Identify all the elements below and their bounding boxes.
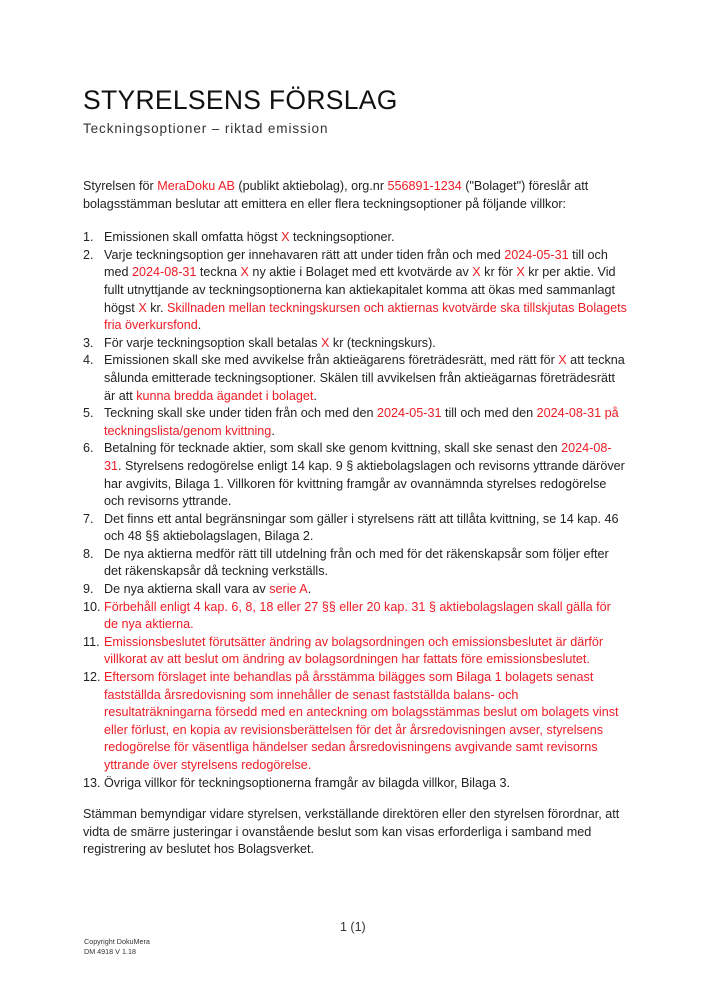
condition-item (83, 775, 628, 793)
page-title: STYRELSENS FÖRSLAG (83, 85, 398, 115)
company-name: MeraDoku AB (157, 179, 235, 193)
document-body (83, 178, 628, 859)
footer-copyright: Copyright DokuMera (84, 937, 150, 946)
highlighted-text: Skillnaden mellan teckningskursen och aktiernas kvotvärde ska tillskjutas Bolagets fria överkursfond (104, 300, 627, 333)
condition-number: 2. (83, 247, 94, 262)
condition-number: 4. (83, 353, 94, 368)
condition-item (83, 335, 628, 353)
condition-text: ny aktie i Bolaget med ett kvotvärde av (248, 265, 473, 280)
condition-item (83, 440, 628, 510)
condition-text: De nya aktierna medför rätt till utdelning från och med för det räkenskapsår som följer efter det räkenskapsår då teckning verkställs. (104, 546, 609, 579)
footer (84, 937, 150, 957)
intro-paragraph (83, 178, 628, 213)
highlighted-text: 2024-08-31 (132, 265, 197, 280)
condition-number: 1. (83, 230, 94, 245)
page-number: 1 (1) (340, 920, 366, 934)
highlighted-text: 2024-05-31 (377, 406, 442, 421)
intro-text: ("Bolaget") föreslår att bolagsstämman beslutar att emittera en eller flera teckningsoptioner på följande villkor: (83, 179, 589, 211)
condition-item (83, 599, 628, 634)
intro-text: (publikt aktiebolag), org.nr (234, 179, 388, 193)
highlighted-text: X (516, 265, 525, 280)
condition-text: Teckning skall ske under tiden från och med den (104, 406, 378, 421)
condition-number: 9. (83, 582, 94, 597)
condition-text: . (313, 388, 317, 403)
condition-item (83, 511, 628, 546)
condition-number: 10. (83, 599, 101, 614)
highlighted-text: Förbehåll enligt 4 kap. 6, 8, 18 eller 27 §§ eller 20 kap. 31 § aktiebolagslagen skall gälla för de nya aktierna. (104, 599, 611, 632)
condition-text: Det finns ett antal begränsningar som gäller i styrelsens rätt att tillåta kvittning, se 14 kap. 46 och 48 §§ aktiebolagslagen, Bilaga 2. (104, 511, 619, 544)
condition-item (83, 546, 628, 581)
highlighted-text: Emissionsbeslutet förutsätter ändring av bolagsordningen och emissionsbeslutet är därför villkorat av att beslut om ändring av bolagsordningen har fattats före emissionsbeslutet. (104, 634, 604, 667)
condition-text: . Styrelsens redogörelse enligt 14 kap. 9 § aktiebolagslagen och revisorns yttrande däröver har avgivits, Bilaga 1. Villkoren för kvittning framgår av ovannämnda styrelses redogörelse och revisorns yttrande. (104, 458, 625, 509)
condition-text: kr per aktie. Vid fullt utnyttjande av teckningsoptionerna kan aktiekapitalet komma att ökas med sammanlagt högst (104, 265, 616, 315)
highlighted-text: X (558, 353, 567, 368)
highlighted-text: X (321, 335, 330, 350)
highlighted-text: X (281, 230, 290, 245)
condition-text: teckningsoptioner. (289, 230, 395, 245)
condition-item (83, 634, 628, 669)
condition-text: Betalning för tecknade aktier, som skall ske genom kvittning, skall ske senast den (104, 441, 562, 456)
intro-text: Styrelsen för (83, 179, 158, 193)
condition-text: till och med (104, 247, 608, 280)
condition-text: . (271, 423, 275, 438)
condition-number: 13. (83, 775, 101, 790)
highlighted-text: X (472, 265, 481, 280)
highlighted-text: 2024-08-31 (104, 441, 612, 473)
highlighted-text: X (240, 265, 249, 280)
footer-doc-id: DM 4918 V 1.18 (84, 947, 136, 956)
condition-text: För varje teckningsoption skall betalas (104, 335, 322, 350)
condition-text: Varje teckningsoption ger innehavaren rätt att under tiden från och med (104, 247, 505, 262)
condition-item (83, 229, 628, 247)
condition-number: 12. (83, 670, 101, 685)
condition-item (83, 669, 628, 775)
condition-text: De nya aktierna skall vara av (104, 582, 270, 597)
conditions-list (83, 229, 628, 792)
highlighted-text: kunna bredda ägandet i bolaget (136, 388, 314, 403)
page-subtitle: Teckningsoptioner – riktad emission (83, 121, 329, 136)
condition-text: . (307, 582, 312, 597)
highlighted-text: 2024-05-31 (504, 247, 569, 262)
condition-text: Emissionen skall ske med avvikelse från aktieägarens företrädesrätt, med rätt för (104, 353, 559, 368)
condition-text: till och med den (441, 406, 537, 421)
condition-number: 5. (83, 406, 94, 421)
condition-text: kr. (146, 300, 168, 315)
condition-text: Emissionen skall omfatta högst (104, 230, 282, 245)
condition-item (83, 581, 628, 599)
condition-text: kr (teckningskurs). (329, 335, 436, 350)
condition-item (83, 247, 628, 335)
closing-paragraph: Stämman bemyndigar vidare styrelsen, verkställande direktören eller den styrelsen förordnar, att vidta de smärre justeringar i ovanstående beslut som kan visas erforderliga i samband med registrering av beslutet hos Bolagsverket. (83, 807, 620, 857)
condition-text: teckna (196, 265, 241, 280)
condition-number: 6. (83, 441, 94, 456)
condition-number: 11. (83, 634, 100, 649)
highlighted-text: serie A (269, 582, 308, 597)
condition-text: . (197, 318, 202, 333)
condition-text: Övriga villkor för teckningsoptionerna framgår av bilagda villkor, Bilaga 3. (104, 775, 510, 790)
condition-number: 7. (83, 511, 94, 526)
condition-number: 8. (83, 546, 94, 561)
condition-number: 3. (83, 335, 94, 350)
highlighted-text: 2024-08-31 på teckningslista/genom kvittning (104, 406, 619, 438)
condition-text: kr för (480, 265, 517, 280)
highlighted-text: Eftersom förslaget inte behandlas på årsstämma bilägges som Bilaga 1 bolagets senast fastställda årsredovisning som innehåller de senast fastställda balans- och resultaträkningarna försedd med en anteckning om bolagsstämmas beslut om bolagets vinst eller förlust, en kopia av revisionsberättelsen för det år årsredovisningen avser, styrelsens redogörelse för väsentliga händelser sedan årsredovisningens avgivande samt revisorns yttrande över styrelsens redogörelse. (104, 670, 619, 772)
condition-item (83, 352, 628, 405)
org-number: 556891-1234 (387, 179, 462, 193)
condition-text: att teckna sålunda emitterade teckningsoptioner. Skälen till avvikelsen från aktieägarnas företrädesrätt är att (104, 353, 625, 403)
condition-item (83, 405, 628, 440)
highlighted-text: X (138, 300, 147, 315)
